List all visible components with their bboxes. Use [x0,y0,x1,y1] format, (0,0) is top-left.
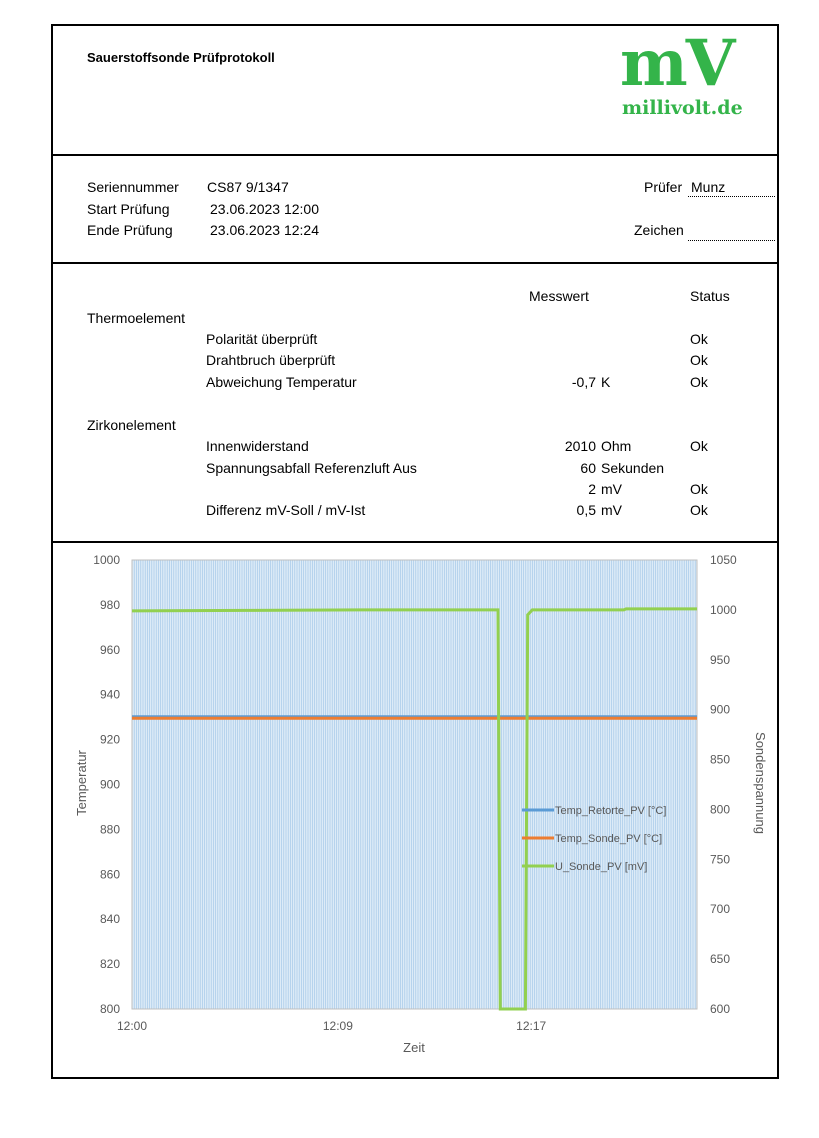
row-value: 2010 [564,438,596,454]
y2-tick-label: 950 [710,652,731,667]
tester-value[interactable]: Munz [691,179,726,195]
start-label: Start Prüfung [87,201,170,217]
section-divider [51,154,779,156]
y-tick-label: 840 [99,912,120,927]
row-value: 2 [588,481,596,497]
y2-tick-label: 900 [710,702,731,717]
row-label: Innenwiderstand [206,438,309,454]
y2-tick-label: 650 [710,952,731,967]
x-tick-label: 12:09 [322,1019,353,1033]
row-status: Ok [690,374,708,390]
row-status: Ok [690,331,708,347]
y-tick-label: 940 [99,687,120,702]
signature-line[interactable] [688,240,775,241]
row-status: Ok [690,502,708,518]
logo-text: millivolt.de [622,97,743,119]
x-tick-label: 12:17 [516,1019,547,1033]
end-value: 23.06.2023 12:24 [210,222,319,238]
section-divider [51,262,779,264]
row-label: Differenz mV-Soll / mV-Ist [206,502,366,518]
y2-tick-label: 1000 [710,602,737,617]
y-tick-label: 800 [99,1002,120,1016]
y-tick-label: 1000 [93,553,120,567]
row-unit: K [601,374,611,390]
legend-label: Temp_Retorte_PV [°C] [555,805,667,817]
y2-tick-label: 850 [710,752,731,767]
signature-label: Zeichen [634,222,684,238]
logo-mark: mV [620,26,734,101]
legend-label: Temp_Sonde_PV [°C] [555,833,663,845]
col-status-header: Status [690,288,730,304]
y-tick-label: 920 [99,732,120,747]
row-unit: Ohm [601,438,632,454]
tester-line [688,196,775,197]
row-value: 60 [580,460,596,476]
y2-tick-label: 700 [710,902,731,917]
millivolt-logo [620,26,750,124]
y-axis-label: Temperatur [74,750,89,816]
y2-tick-label: 750 [710,852,731,867]
y-tick-label: 880 [99,822,120,837]
legend-label: U_Sonde_PV [mV] [555,861,648,873]
row-status: Ok [690,481,708,497]
zirkon-section-title: Zirkonelement [87,417,176,433]
probe-chart [51,543,779,1075]
y2-tick-label: 800 [710,802,731,817]
row-value: -0,7 [571,374,596,390]
y-tick-label: 860 [99,867,120,882]
y2-tick-label: 1050 [710,553,737,567]
row-status: Ok [690,352,708,368]
row-label: Polarität überprüft [206,331,318,347]
y2-tick-label: 600 [710,1002,731,1016]
tester-label: Prüfer [644,179,683,195]
serial-label: Seriennummer [87,179,179,195]
row-status: Ok [690,438,708,454]
serial-value: CS87 9/1347 [207,179,289,195]
col-measure-header: Messwert [529,288,589,304]
row-unit: Sekunden [601,460,665,476]
y-tick-label: 960 [99,642,120,657]
y-tick-label: 900 [99,777,120,792]
x-tick-label: 12:00 [116,1019,148,1033]
y2-axis-label: Sondenspannung [753,732,768,834]
end-label: Ende Prüfung [87,222,173,238]
y-tick-label: 980 [99,597,120,612]
thermo-section-title: Thermoelement [87,310,186,326]
x-axis-label: Zeit [403,1040,425,1055]
chart-svg [51,543,779,1075]
document-title: Sauerstoffsonde Prüfprotokoll [87,50,275,65]
y-tick-label: 820 [99,957,120,972]
row-label: Spannungsabfall Referenzluft Aus [206,460,417,476]
row-unit: mV [601,502,622,518]
row-unit: mV [601,481,622,497]
row-label: Drahtbruch überprüft [206,352,336,368]
row-value: 0,5 [576,502,596,518]
plot-area [132,560,697,1009]
start-value: 23.06.2023 12:00 [210,201,319,217]
row-label: Abweichung Temperatur [206,374,357,390]
